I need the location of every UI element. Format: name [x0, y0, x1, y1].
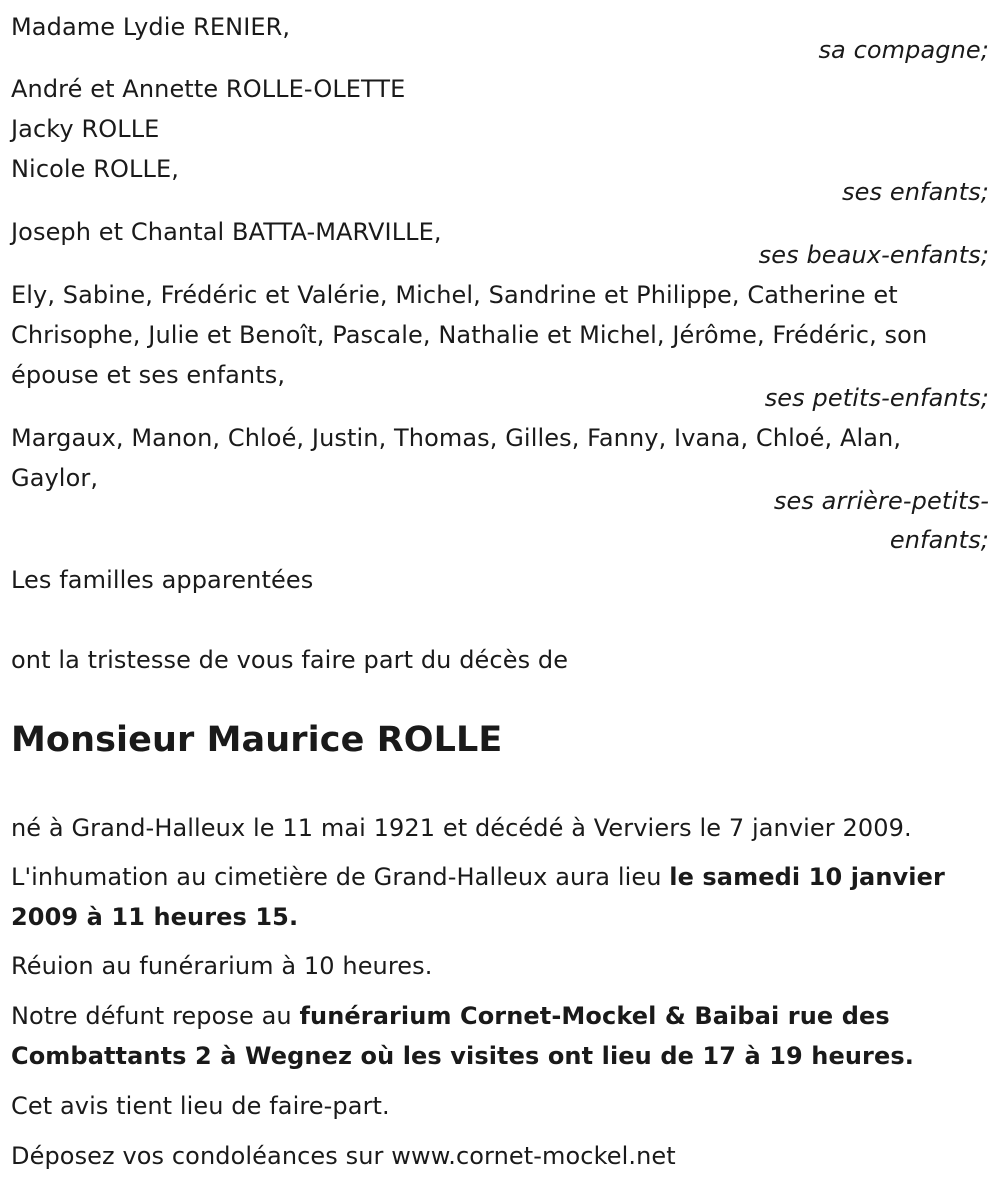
birth-death-dates: né à Grand-Halleux le 11 mai 1921 et décédé à Verviers le 7 janvier 2009.	[11, 814, 912, 842]
relatives: Les familles apparentées	[11, 566, 314, 594]
children-role: ses enfants;	[842, 178, 989, 206]
deceased-name: Monsieur Maurice ROLLE	[11, 720, 503, 760]
child-3: Nicole ROLLE,	[11, 155, 179, 183]
in-laws: Joseph et Chantal BATTA-MARVILLE,	[11, 218, 442, 246]
in-laws-role: ses beaux-enfants;	[758, 241, 989, 269]
resting-info-text: Notre défunt repose au	[11, 1002, 300, 1030]
child-1: André et Annette ROLLE-OLETTE	[11, 75, 406, 103]
burial-info-text: L'inhumation au cimetière de Grand-Halleux aura lieu	[11, 863, 670, 891]
meeting-info: Réuion au funérarium à 10 heures.	[11, 952, 433, 980]
great-grandchildren-role-line1: ses arrière-petits-	[773, 487, 989, 515]
grandchildren-list: Ely, Sabine, Frédéric et Valérie, Michel, Sandrine et Philippe, Catherine et Chrisophe, Julie et Benoît, Pascale, Nathalie et Michel, Jérôme, Frédéric, son épouse et ses enfants,	[11, 281, 928, 389]
announcement-intro: ont la tristesse de vous faire part du décès de	[11, 646, 569, 674]
companion-role: sa compagne;	[818, 36, 989, 64]
grandchildren-role: ses petits-enfants;	[764, 384, 989, 412]
notice-statement: Cet avis tient lieu de faire-part.	[11, 1092, 390, 1120]
companion-name: Madame Lydie RENIER,	[11, 13, 291, 41]
great-grandchildren-role-line2: enfants;	[889, 526, 989, 554]
burial-date-time: le samedi 10 janvier 2009 à 11 heures 15.	[11, 863, 945, 931]
burial-info	[11, 857, 981, 937]
funeral-home-details: funérarium Cornet-Mockel & Baibai rue des Combattants 2 à Wegnez où les visites ont lieu de 17 à 19 heures.	[11, 1002, 914, 1070]
great-grandchildren-list: Margaux, Manon, Chloé, Justin, Thomas, Gilles, Fanny, Ivana, Chloé, Alan, Gaylor,	[11, 424, 902, 492]
condolences-link-text[interactable]: Déposez vos condoléances sur www.cornet-mockel.net	[11, 1142, 676, 1170]
child-2: Jacky ROLLE	[11, 115, 160, 143]
resting-info	[11, 996, 981, 1076]
